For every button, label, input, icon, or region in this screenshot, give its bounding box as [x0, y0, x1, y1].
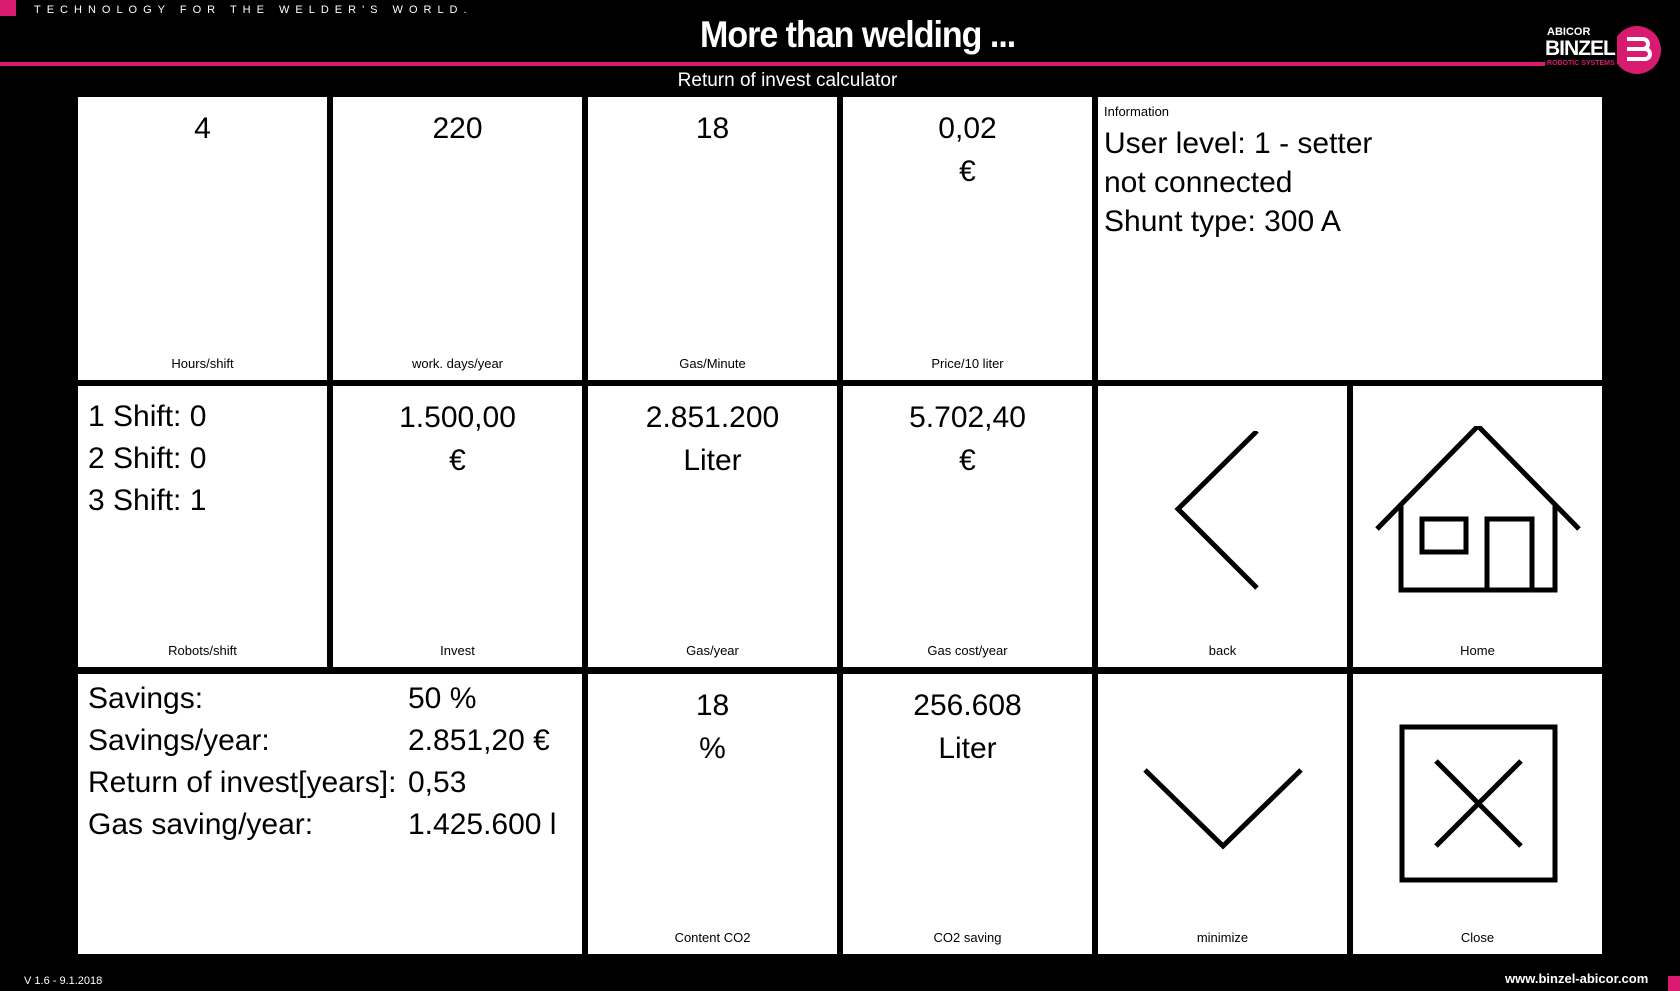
work-days-label: work. days/year — [411, 356, 504, 371]
minimize-button[interactable] — [1098, 674, 1347, 954]
close-label: Close — [1460, 930, 1495, 945]
price-10l-field[interactable] — [843, 97, 1092, 380]
version-text: V 1.6 - 9.1.2018 — [24, 975, 103, 987]
content-co2-field[interactable] — [588, 674, 837, 954]
work-days-field[interactable] — [333, 97, 582, 380]
headline: More than welding ... — [700, 14, 1016, 56]
summary-value-savings: 50 % — [408, 682, 477, 715]
hours-shift-value: 4 — [194, 112, 211, 145]
hours-shift-label: Hours/shift — [171, 356, 234, 371]
co2-saving-label: CO2 saving — [933, 930, 1002, 945]
summary-key-savings-year: Savings/year: — [88, 724, 270, 757]
content-co2-label: Content CO2 — [674, 930, 751, 945]
minimize-label: minimize — [1196, 930, 1249, 945]
work-days-value: 220 — [432, 112, 483, 145]
summary-value-savings-year: 2.851,20 € — [408, 724, 550, 757]
robots-shift-field[interactable] — [78, 386, 327, 667]
information-panel — [1098, 97, 1602, 380]
robots-shift-label: Robots/shift — [168, 643, 237, 658]
close-button[interactable] — [1353, 674, 1602, 954]
invest-label: Invest — [440, 643, 475, 658]
robots-shift-value: 1 Shift: 0 2 Shift: 0 3 Shift: 1 — [88, 400, 207, 517]
logo-line3: ROBOTIC SYSTEMS — [1547, 60, 1615, 67]
accent-square — [0, 0, 16, 16]
back-button[interactable] — [1098, 386, 1347, 667]
invest-value: 1.500,00 € — [399, 401, 516, 477]
house-icon — [1353, 426, 1602, 606]
close-icon — [1353, 724, 1602, 884]
gas-minute-value: 18 — [695, 112, 730, 145]
chevron-down-icon — [1098, 764, 1347, 854]
chevron-left-icon — [1098, 431, 1347, 601]
home-button[interactable] — [1353, 386, 1602, 667]
summary-value-gas-saving: 1.425.600 l — [408, 808, 557, 841]
content-co2-value: 18 % — [695, 689, 730, 765]
back-label: back — [1208, 643, 1237, 658]
logo-line2: BINZEL — [1545, 37, 1615, 60]
summary-key-gas-saving: Gas saving/year: — [88, 808, 314, 841]
gas-year-field — [588, 386, 837, 667]
price-10l-value: 0,02 € — [938, 112, 997, 188]
co2-saving-field — [843, 674, 1092, 954]
hours-shift-field[interactable] — [78, 97, 327, 380]
summary-panel — [78, 674, 582, 954]
accent-square-bottom — [1668, 976, 1680, 991]
invest-field[interactable] — [333, 386, 582, 667]
home-label: Home — [1460, 643, 1495, 658]
price-10l-label: Price/10 liter — [931, 356, 1004, 371]
gas-minute-field[interactable] — [588, 97, 837, 380]
header-accent-line — [0, 62, 1565, 66]
gas-cost-year-value: 5.702,40 € — [909, 401, 1026, 477]
co2-saving-value: 256.608 Liter — [913, 689, 1022, 765]
information-title: Information — [1104, 104, 1170, 119]
logo-line1: ABICOR — [1547, 26, 1591, 38]
information-lines: User level: 1 - setter not connected Shunt type: 300 A — [1104, 127, 1373, 238]
summary-key-savings: Savings: — [88, 682, 204, 715]
gas-cost-year-field — [843, 386, 1092, 667]
gas-year-label: Gas/year — [686, 643, 739, 658]
gas-cost-year-label: Gas cost/year — [927, 643, 1008, 658]
page-subtitle: Return of invest calculator — [677, 70, 898, 91]
tagline: TECHNOLOGY FOR THE WELDER'S WORLD. — [34, 4, 473, 16]
summary-value-roi: 0,53 — [408, 766, 467, 799]
gas-minute-label: Gas/Minute — [679, 356, 746, 371]
gas-year-value: 2.851.200 Liter — [645, 401, 780, 477]
website-link[interactable]: www.binzel-abicor.com — [1505, 971, 1649, 986]
summary-key-roi: Return of invest[years]: — [88, 766, 397, 799]
